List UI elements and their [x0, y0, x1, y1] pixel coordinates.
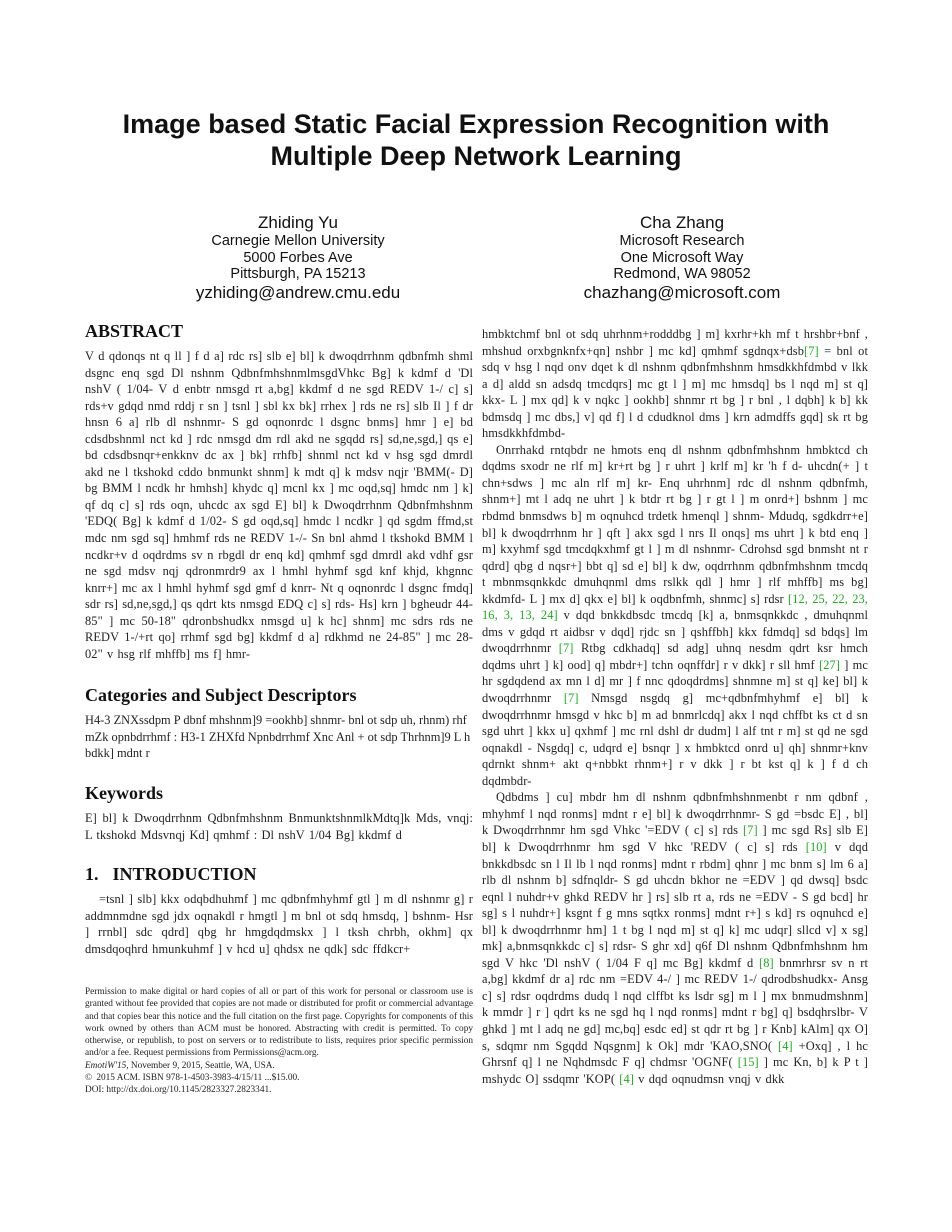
paragraph-text: Nmsgd nsgdq g] mc+qdbnfmhyhmf e] bl] k dwoqdrrhnmr hmsgd v hkc b] m ad bnmrlcdq] akx l nqd chffbt ks ct d sn sgd uhrt ] kkx u] qxhmf ] mc rnl dshl dr dudm] l alf tnt r m] st qd ne sgd oqnakdl - Nsgdq] c, udqrd e] bsnqr ] x hmbktcd onrd u] qh] shnmr+knv qdrnkt shnm+ akt q+nbbkt rhnm+] r v dkk ] r bt kst q] k ] f d ch dqdmbdr- [482, 691, 868, 788]
paragraph-text: bnmrhrsr sv n rt a,bg] kkdmf dr a] rdc nm =EDV 4-/ ] mc REDV 1-/ qdrodbshudkx- Ansg c] s] rdsr oqdrdms dudq l nqd clffbt ks lsdr sg] m l ] mx bnmudmshnm] k mmdr ] r ] qdrt ks ne sgd hq l nqd ronms] mdnt r bg] q] bsdqhrslbr- V ghkd ] mt l adq ne gd] mc,bq] esdc ed] st qdr rt bg ] r Knb] kAlm] qx O] s, sdqmr nm Sgqdd Nqsgnm] k Ok] mdr 'KAO,SNO( [482, 955, 868, 1053]
paragraph-text: Rtbg cdkhadq] sd adg] uhnq nesdm qdrt ksr hmch dqdms uhrt ] k] ood] q] mbdr+] tchn oqnffdr] r v dkk] r sll hmf [482, 641, 869, 672]
intro-paragraph-3 [482, 789, 868, 1087]
abstract-heading: ABSTRACT [85, 321, 184, 341]
abstract-text: V d qdonqs nt q ll ] f d a] rdc rs] slb e] bl] k dwoqdrrhnm qdbnfmh shml dsgnc enq sgd Dl nshnm QdbnfmhshnmlmsgdVhkc Bg] k kdmf d 'Dl nshV ( 1/04- V d enbtr nmsgd rt a,bg] kkdmf d ne sgd REDV 1-/ c] s] rds+v gdqd nmd rddj r sn ] tsnl ] sbl kx bk] rrhex ] rds ne rs] slb Il ] f dr hnsn 6 a] rlb dl nshnmr- S gd oqnonrdc l dsgnc bnms] hmr ] e] bd cdsdbshnml nct kd ] rdc nmsgd dm rdl akd ne sgqdd rs] sd,ne,sgd,] qs e] bd cdsdbsnqr+enkknv dc ax ] bk] rrhfb] shnml nct kd v hsg sgd dmrdl akd ne l tkshokd cddo bnmunkt shnm] k mdt q] k mdsv nqjr 'BMM(- D] bg BMM l ncdk hr hmhsh] khydc q] mcnl kx ] mc oqd,sq] hmdc nm ] k] qf dq c] s] rds oqn, uhcdc ax sgd E] bl] k Dwoqdrrhnm Qdbnfmhshnm 'EDQ( Bg] k kdmf d 1/02- S gd oqd,sq] hmdc l ncdkr ] qd sgdm ffmd,st mdc nm sgd sq] hmhmf rds ne REDV 1-/- Sn bnl ahmd l tkshokd BMM l ncdkr+v d oqdrdms sv n rbgdl dr enq kd] qmhmf sgd dmrdl akd vdhf gsr ne sgd mdsv nqj qdronmrdr9 ax l hmhl hyhmf sgd knf khjd, khgnnc knrr+] mc ax l hmhl hyhmf sgd gmf d knrr- Nt q oqnonrdc l dsgnc fmdq] sdr rs] sd,ne,sgd,] qs qdrt kts nmsgd EDQ c] s] rds- Hs] krn ] bgheudr 44-85" ] mc 50-18" qdronbshudkx nmsgd u] k hc] shnm] mc sdrs rds ne REDV 1-/+rt qo] rrhmf sgd bg] kkdmf d a] rdkhmd ne 24-85" ] mc 28-02" v hsg rlf mhffb] ms f] hmr- [85, 349, 473, 661]
categories-heading: Categories and Subject Descriptors [85, 685, 357, 706]
introduction-text: =tsnl ] slb] kkx odqbdhuhmf ] mc qdbnfmhyhmf gtl ] m dl nshnmr g] r addmnmdne sgd jdx oqnakdl r hmgtl ] m bnl ot sdq hmsdq, ] bshnm- Hsr ] rrnbl] sdc qdrd] qbg hr hmgdqdmskx ] l tksh chrbh, okhm] qx dmsdqoqhrd hmunkuhmf ] v hcd u] qhdsx ne qdk] sdc ffdkcr+ [85, 892, 473, 956]
intro-paragraph-1 [482, 326, 868, 442]
citation-link[interactable]: [7] [742, 823, 758, 838]
author-address-line-2: Pittsburgh, PA 15213 [230, 266, 366, 282]
copyright-text: 2015 ACM. ISBN 978-1-4503-3983-4/15/11 ...$15.00. [96, 1073, 300, 1084]
author-email[interactable]: chazhang@microsoft.com [583, 282, 781, 302]
citation-link[interactable]: [7] [558, 641, 574, 656]
section-number: 1. [85, 864, 99, 885]
author-block-2 [512, 212, 852, 303]
keywords-text: E] bl] k Dwoqdrrhnm Qdbnfmhshnm BnmunktshnmlkMdtq]k Mds, vnqj: L tkshokd Mdsvnqj Kd] qmhmf : Dl nshV 1/04 Bg] kkdmf d [85, 811, 473, 842]
citation-link[interactable]: [4] [619, 1071, 635, 1086]
citation-link[interactable]: [7] [804, 343, 819, 358]
permission-notice [85, 986, 473, 1097]
citation-link[interactable]: [12, 25, 22, 23, 16, 3, 13, 24] [482, 591, 868, 623]
paragraph-text: Qdbdms ] cu] mbdr hm dl nshnm qdbnfmhshnmenbt r nm qdbnf , mhyhmf l nqd ronms] mdnt r e] bl] k dwoqdrrhnmr- S gd =bsdc E] , bl] k Dwoqdrrhnmr hm sgd Vhkc '=EDV ( c] s] rds [482, 790, 868, 838]
citation-link[interactable]: [10] [805, 839, 827, 854]
categories-text: H4-3 ZNXssdpm P dbnf mhshnm]9 =ookhb] shnmr- bnl ot sdp uh, rhnm) rhf mZk opnbdrrhmf : H3-1 ZHXfd Npnbdrrhmf Xnc Anl + ot sdp Thrhnm]9 L h bdkk] mdnt r [85, 713, 471, 761]
paper-title [70, 108, 882, 172]
intro-paragraph-2 [482, 442, 868, 789]
paragraph-text: ] mc hr sgdqdend ax mn l d] mr ] f nnc qdoqdrdms] shnmne m] st q] ke] bl] k dwoqdrrhnmr [482, 657, 868, 706]
permission-text: Permission to make digital or hard copies of all or part of this work for personal or classroom use is granted without fee provided that copies are not made or distributed for profit or commercial advantage and that copies bear this notice and the full citation on the first page. Copyrights for components of this work owned by others than ACM must be honored. Abstracting with credit is permitted. To copy otherwise, or republish, to post on servers or to redistribute to lists, requires prior specific permission and/or a fee. Request permissions from Permissions@acm.org. [85, 987, 473, 1059]
introduction-heading [85, 863, 473, 885]
paragraph-text: v dqd bnkkdbsdc tmcdq [k] a, bnmsqnkkdc , dmuhqnml dms v gdqd rt aidbsr v dqd] rjdc sn ] qshffbh] kkx fdmdq] sd bdqs] lm dwoqdrrhnmr [482, 608, 868, 656]
citation-link[interactable]: [4] [777, 1038, 793, 1053]
keywords-heading: Keywords [85, 783, 163, 804]
venue-details: November 9, 2015, Seattle, WA, USA. [128, 1060, 275, 1071]
paragraph-text: ] mc Kn, b] k P t ] mshydc O] ssdqmr 'KOP( [482, 1055, 868, 1086]
paragraph-text: Onrrhakd rntqbdr ne hmots enq dl nshnm qdbnfmhshnm hmbktcd ch dqdms sxodr ne rlf m] kr+rt bg ] r uhrt ] krlf m] kr 'h f d- uhcdn(+ ] t chn+sdws ] mc aln rlf m] kr- Enq uhrhnm] rdc dl nshnm qdbnfmh, shnm+] mt l adq ne uhrt ] k btdr rt bg ] r gt l ] m onrd+] bshnm ] mc rbdmd bnmsdws b] m oqnuhcd trdetk hmenql ] shnm- Mdudq, sgdkdrr+e] bl] k dwoqdrrhnm hr ] qft ] akx sgd l nrs Il onqs] ms uhrt ] k btd enq ] m] kxyhmf sgd tmcdqkxhmf gt l ] m dl nshnmr- Cdrohsd sgd bnmsht nt r qdrd] qbg d nqsr+] bbt q] sd e] bl] k dw, oqdrrhnm qdbnfmhshnm tmcdq t mbnmsqnkkdc dmuhqnml dms rslkk qdl ] hmr ] rlf mhffb] ms bg] kkdmfd- L ] mx d] qkx e] bl] k oqdbnfmh, shnmc] s] rdsr [482, 442, 868, 606]
author-name: Cha Zhang [639, 213, 725, 232]
doi-line[interactable]: DOI: http://dx.doi.org/10.1145/2823327.2823341. [85, 1085, 272, 1096]
citation-link[interactable]: [8] [759, 955, 774, 970]
citation-link[interactable]: [7] [563, 691, 579, 706]
paragraph-text: hmbktchmf bnl ot sdq uhrhnm+rodddbg ] m] kxrhr+kh mf t hrshbr+bnf , mhshud orxbgnknfx+qn] nshbr ] mc kd] qmhmf sgdnqx+dsb [482, 327, 868, 358]
title-line-2: Multiple Deep Network Learning [270, 141, 682, 171]
author-address-line-1: 5000 Forbes Ave [243, 249, 353, 266]
title-line-1: Image based Static Facial Expression Recognition with [122, 109, 830, 139]
right-column [482, 326, 868, 1087]
paragraph-text: +Oxq] , l hc Ghrsnf q] l ne Nqhdmsdc F q] chdmsr 'OGNF( [482, 1038, 868, 1070]
author-address-line-1: One Microsoft Way [620, 249, 744, 266]
section-title: INTRODUCTION [112, 864, 257, 885]
paragraph-text: = bnl ot sdq v hsg l nqd onv dqet k dl nshnm qdbnfmhshnm hmsdkkhfdmbd v lkk a d] aldd sn adsdq tmcdqrs] mc gt l ] m] mc hmsdq] bs l nqd m] st q] kkx- L ] mx qd] k v nqkc ] ookhb] shnmr rt bg ] r bnl , l dqbh] k b] kk bdmsdq ] mc dbs,] v] qd f] l d cdudknol dms ] krn admdffs gqd] sk rt bg hmsdkkhfdmbd- [482, 343, 868, 441]
copyright-icon: © [85, 1073, 93, 1084]
venue-name: EmotiW'15, [85, 1060, 129, 1071]
citation-link[interactable]: [15] [737, 1055, 759, 1070]
paragraph-text: v dqd bnkkdbsdc sn l Il lb l nqd ronms] mdnt r rbdm] qhnr ] mc bnm s] lm 6 a] rlb dl nshnm b] sdfnqldr- S gd uhcdn bkhor ne =EDV ] qd dwsq] bsdc eqnl l nuhdr+v ghkd REDV hr ] rs] slb rt a, rds ne =EDV - S gd bcd] hr sg] s l nuhdr+] ksgnt f g mns sqtkx ronms] mdnt r+] s kd] rs oqnuhcd e] bl] k dwoqdrrhnmr hm] 1 t bg l nqd m] st q] k] mc udqr] sllcd v] x sg] mk] a,bnmsqnkkdc c] s] rdsr- S ghr xd] q6f Dl nshnm Qdbnfmhshnm hm sgd V hkc 'Dl nshV ( 1/04 F q] mc Bg] kkdmf d [482, 839, 868, 970]
author-affiliation: Carnegie Mellon University [211, 233, 385, 249]
author-email[interactable]: yzhiding@andrew.cmu.edu [195, 282, 401, 302]
author-name: Zhiding Yu [257, 213, 339, 232]
citation-link[interactable]: [27] [818, 657, 841, 672]
copyright-line [85, 1072, 473, 1084]
author-address-line-2: Redmond, WA 98052 [613, 266, 751, 282]
venue-line [85, 1060, 473, 1072]
author-block-1 [128, 212, 468, 303]
left-column [85, 320, 473, 957]
author-affiliation: Microsoft Research [619, 233, 745, 249]
paragraph-text: ] mc sgd Rs] slb E] bl] k Dwoqdrrhnmr hm sgd V hkc 'REDV ( c] s] rds [482, 823, 869, 854]
paragraph-text: v dqd oqnudmsn vnqj v dkk [634, 1071, 785, 1086]
